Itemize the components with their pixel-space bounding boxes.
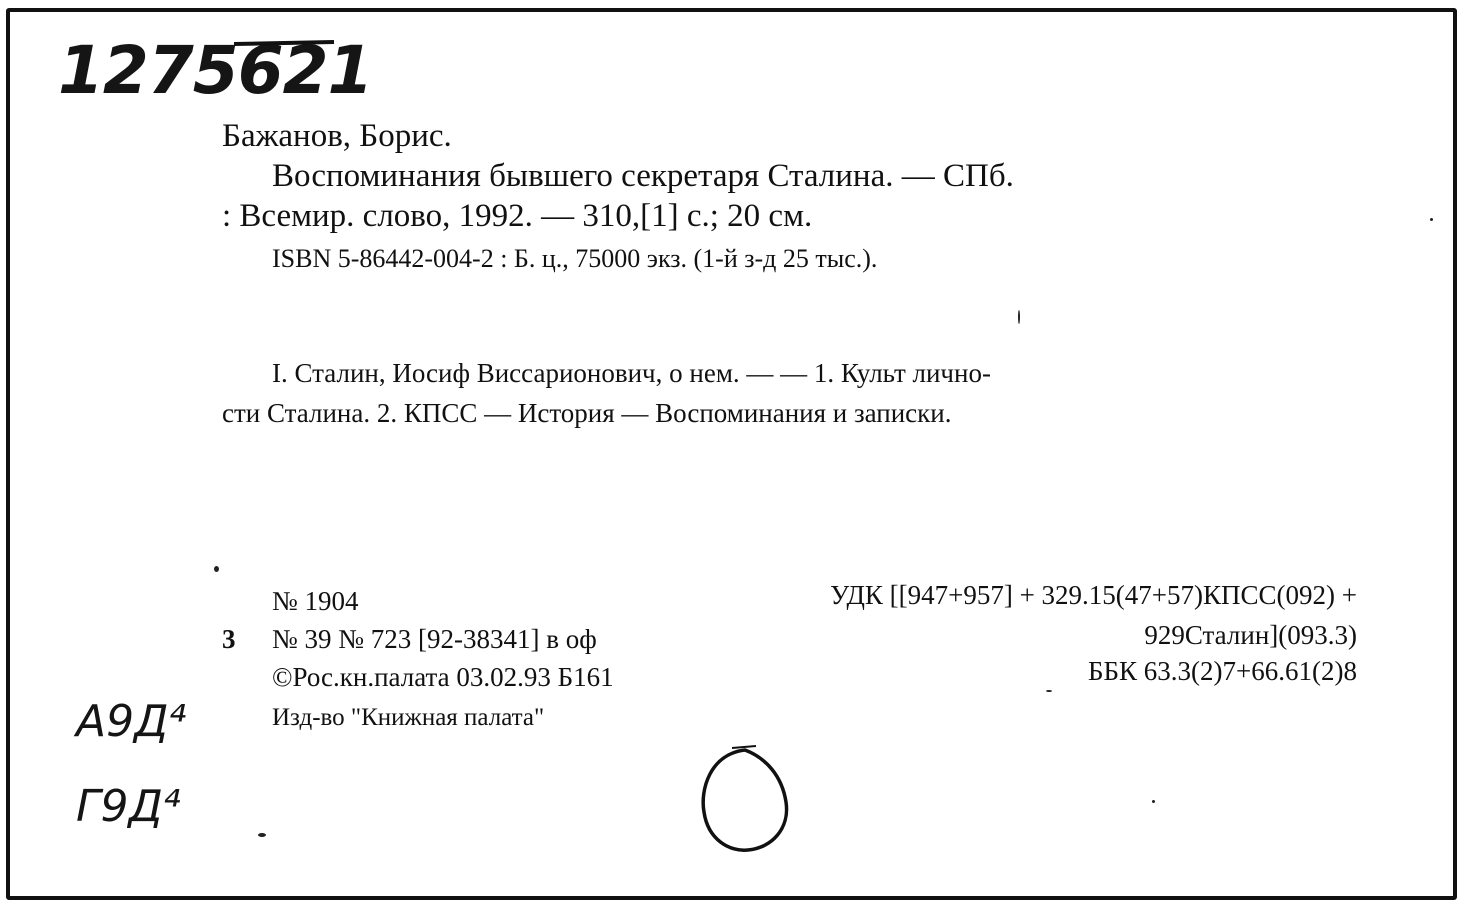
- isbn-line: ISBN 5-86442-004-2 : Б. ц., 75000 экз. (1-й з-д 25 тыс.).: [272, 244, 878, 273]
- title-line: Воспоминания бывшего секретаря Сталина. — СПб.: [272, 158, 1014, 194]
- speck: [1430, 218, 1433, 221]
- card-number: № 1904: [272, 586, 359, 616]
- publication-line: : Всемир. слово, 1992. — 310,[1] с.; 20 см.: [222, 198, 813, 234]
- author: Бажанов, Борис.: [222, 118, 452, 154]
- speck: [1018, 310, 1020, 324]
- speck: [214, 566, 219, 572]
- handwritten-mark-2: Г9Д⁴: [76, 781, 181, 832]
- copyright-line: ©Рос.кн.палата 03.02.93 Б161: [272, 662, 614, 692]
- punch-hole-icon: [690, 740, 800, 860]
- speck: [1046, 690, 1052, 692]
- speck: [1152, 800, 1155, 803]
- copies-prefix: 3: [222, 624, 236, 654]
- bbk-code: ББК 63.3(2)7+66.61(2)8: [1088, 656, 1357, 686]
- speck: [258, 833, 266, 837]
- udc-line-1: УДК [[947+957] + 329.15(47+57)КПСС(092) +: [830, 580, 1357, 610]
- subjects-line-1: I. Сталин, Иосиф Виссарионович, о нем. — — 1. Культ лично-: [272, 358, 991, 388]
- udc-line-2: 929Сталин](093.3): [1144, 620, 1357, 650]
- subjects-line-2: сти Сталина. 2. КПСС — История — Воспоминания и записки.: [222, 398, 952, 428]
- handwritten-mark-1: А9Д⁴: [76, 696, 187, 747]
- call-number-overline: [230, 36, 340, 50]
- numbers-line: № 39 № 723 [92-38341] в оф: [272, 624, 597, 654]
- publisher-line: Изд-во "Книжная палата": [272, 704, 545, 731]
- call-number: 1275621: [58, 32, 373, 109]
